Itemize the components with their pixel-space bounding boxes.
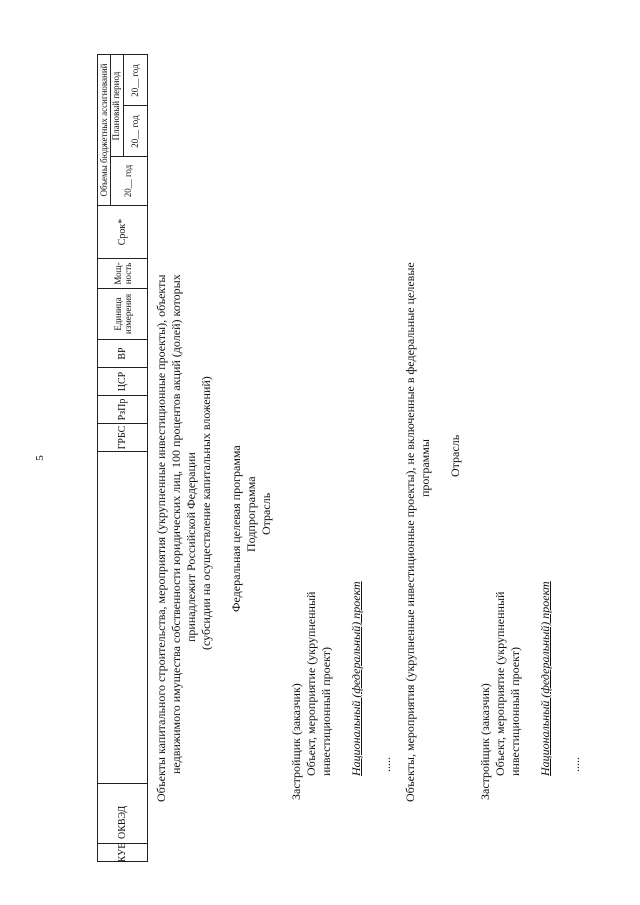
section2-heading-line2: программы (418, 439, 432, 497)
section2-object-line1: Объект, мероприятие (укрупненный (493, 591, 507, 776)
section1-program: Федеральная целевая программа (229, 445, 243, 612)
section1-ellipsis: ..... (379, 757, 393, 772)
section2-developer: Застройщик (заказчик) (478, 683, 492, 800)
header-vr: ВР (98, 339, 147, 367)
header-unit: Единица измерения (98, 288, 147, 339)
header-capacity: Мощ-ность (98, 258, 147, 288)
header-plan-year-2: 20__ год (129, 64, 140, 97)
header-plan-period: Плановый период (110, 55, 124, 157)
header-okved: ОКВЭД (98, 783, 147, 843)
section2-heading-line1: Объекты, мероприятия (укрупненные инвестиционные проекты), не включенные в федеральные целевые (403, 262, 417, 802)
section1-heading-line3: принадлежит Российской Федерации (184, 452, 198, 642)
header-rzpr: РзПр (98, 395, 147, 423)
header-csr: ЦСР (98, 367, 147, 395)
header-name-blank (98, 451, 147, 783)
section1-heading-line2: недвижимого имущества собственности юридических лиц, 100 процентов акций (долей) которых (169, 274, 183, 774)
header-kue: КУЕ (98, 843, 147, 861)
header-budget-volumes (98, 55, 147, 205)
section2-ellipsis: ..... (568, 757, 582, 772)
page-number: 5 (34, 455, 46, 461)
section1-branch: Отрасль (259, 492, 273, 535)
header-term: Срок* (98, 205, 147, 258)
section1-heading-line1: Объекты капитального строительства, мероприятия (укрупненные инвестиционные проекты), объекты (154, 274, 168, 802)
section1-developer: Застройщик (заказчик) (289, 683, 303, 800)
table-header-row (97, 54, 148, 862)
header-volumes-title: Объемы бюджетных ассигнований (98, 55, 111, 205)
section1-subprogram: Подпрограмма (244, 476, 258, 552)
section2-object-line2: инвестиционный проект) (508, 646, 522, 776)
section1-heading-line4: (субсидии на осуществление капитальных вложений) (199, 376, 213, 650)
section1-object-line2: инвестиционный проект) (319, 646, 333, 776)
section2-national-project: Национальный (федеральный) проект (538, 581, 552, 776)
section2-branch: Отрасль (448, 434, 462, 477)
header-plan-year-1: 20__ год (123, 105, 147, 157)
section1-object-line1: Объект, мероприятие (укрупненный (304, 591, 318, 776)
header-grbs: ГРБС (98, 423, 147, 451)
rotated-table-sheet (97, 54, 629, 862)
section1-national-project: Национальный (федеральный) проект (349, 581, 363, 776)
header-year-current: 20__ год (110, 156, 147, 205)
